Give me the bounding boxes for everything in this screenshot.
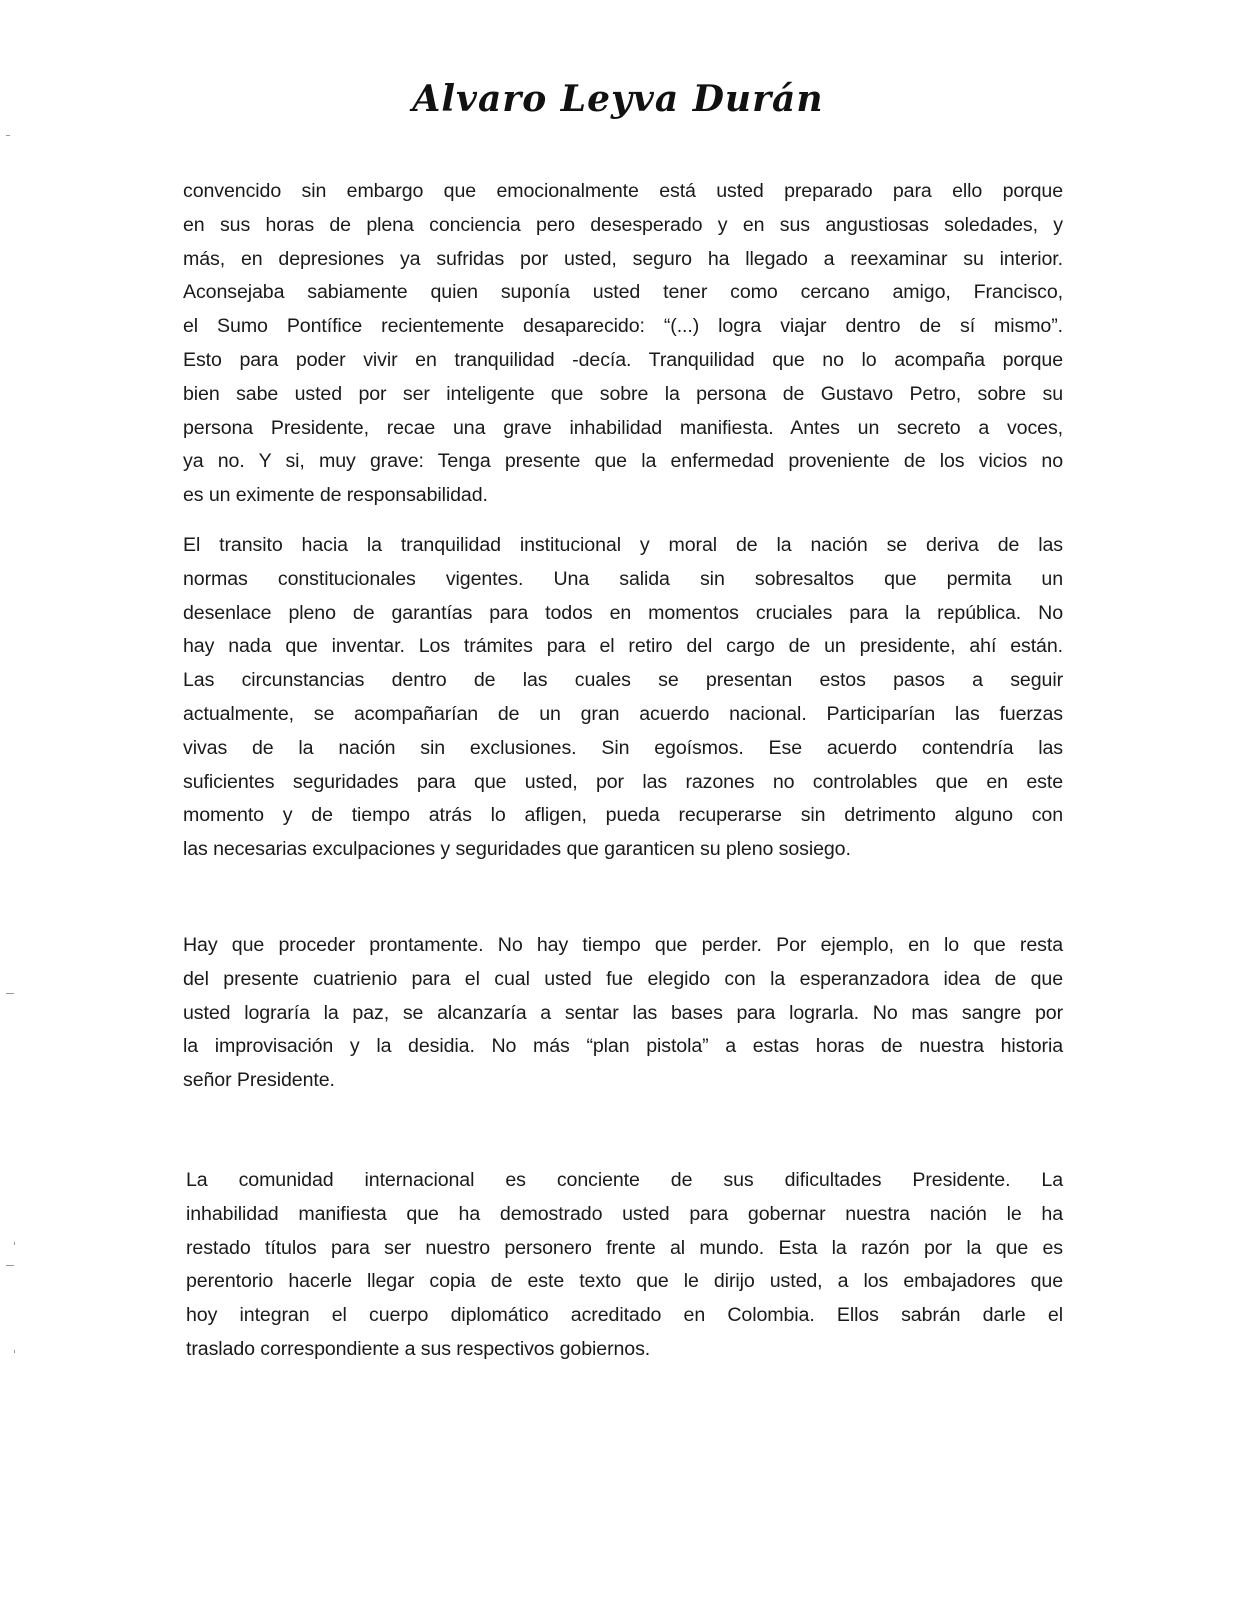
text-line: ya no. Y si, muy grave: Tenga presente que la enfermedad proveniente de los vicios no (183, 450, 1063, 473)
text-line: actualmente, se acompañarían de un gran acuerdo nacional. Participarían las fuerzas (183, 702, 1063, 725)
text-line: el Sumo Pontífice recientemente desaparecido: “(...) logra viajar dentro de sí mismo”. (183, 315, 1063, 338)
letterhead-signature: Alvaro Leyva Durán (412, 78, 824, 120)
paragraph-4 (186, 1164, 1063, 1367)
text-line: señor Presidente. (183, 1069, 335, 1092)
text-line: El transito hacia la tranquilidad institucional y moral de la nación se deriva de las (183, 534, 1063, 556)
paragraph-2 (183, 529, 1063, 867)
text-line: desenlace pleno de garantías para todos en momentos cruciales para la república. No (183, 601, 1063, 624)
text-line: Las circunstancias dentro de las cuales se presentan estos pasos a seguir (183, 669, 1063, 692)
paragraph-3 (183, 929, 1063, 1098)
text-line: las necesarias exculpaciones y seguridades que garanticen su pleno sosiego. (183, 838, 851, 861)
paragraph-1 (183, 175, 1063, 513)
text-line: La comunidad internacional es conciente de sus dificultades Presidente. La (186, 1169, 1063, 1191)
text-line: convencido sin embargo que emocionalmente está usted preparado para ello porque (183, 180, 1063, 202)
text-line: traslado correspondiente a sus respectivos gobiernos. (186, 1337, 651, 1360)
text-line: inhabilidad manifiesta que ha demostrado usted para gobernar nuestra nación le ha (186, 1202, 1063, 1225)
scan-mark (6, 993, 14, 994)
text-line: suficientes seguridades para que usted, por las razones no controlables que en este (183, 770, 1063, 793)
text-line: hoy integran el cuerpo diplomático acreditado en Colombia. Ellos sabrán darle el (186, 1304, 1063, 1327)
text-line: momento y de tiempo atrás lo afligen, pueda recuperarse sin detrimento alguno con (183, 804, 1063, 827)
text-line: persona Presidente, recae una grave inhabilidad manifiesta. Antes un secreto a voces, (183, 416, 1063, 439)
text-line: en sus horas de plena conciencia pero desesperado y en sus angustiosas soledades, y (183, 213, 1063, 236)
text-line: restado títulos para ser nuestro personero frente al mundo. Esta la razón por la que es (186, 1236, 1063, 1259)
text-line: Esto para poder vivir en tranquilidad -decía. Tranquilidad que no lo acompaña porque (183, 348, 1063, 371)
text-line: Aconsejaba sabiamente quien suponía usted tener como cercano amigo, Francisco, (183, 281, 1063, 304)
scan-mark (6, 135, 10, 136)
text-line: más, en depresiones ya sufridas por usted, seguro ha llegado a reexaminar su interior. (183, 247, 1063, 270)
text-line: es un eximente de responsabilidad. (183, 484, 488, 507)
scan-mark (6, 1265, 14, 1266)
text-line: normas constitucionales vigentes. Una salida sin sobresaltos que permita un (183, 567, 1063, 590)
text-line: perentorio hacerle llegar copia de este texto que le dirijo usted, a los embajadores que (186, 1270, 1063, 1293)
text-line: bien sabe usted por ser inteligente que sobre la persona de Gustavo Petro, sobre su (183, 382, 1063, 405)
scan-mark (14, 1242, 15, 1245)
text-line: hay nada que inventar. Los trámites para el retiro del cargo de un presidente, ahí están. (183, 635, 1063, 658)
scan-mark (14, 1350, 15, 1353)
text-line: Hay que proceder prontamente. No hay tiempo que perder. Por ejemplo, en lo que resta (183, 934, 1063, 956)
text-line: vivas de la nación sin exclusiones. Sin egoísmos. Ese acuerdo contendría las (183, 736, 1063, 759)
text-line: del presente cuatrienio para el cual usted fue elegido con la esperanzadora idea de que (183, 967, 1063, 990)
text-line: la improvisación y la desidia. No más “plan pistola” a estas horas de nuestra historia (183, 1035, 1063, 1058)
text-line: usted lograría la paz, se alcanzaría a sentar las bases para lograrla. No mas sangre por (183, 1001, 1063, 1024)
